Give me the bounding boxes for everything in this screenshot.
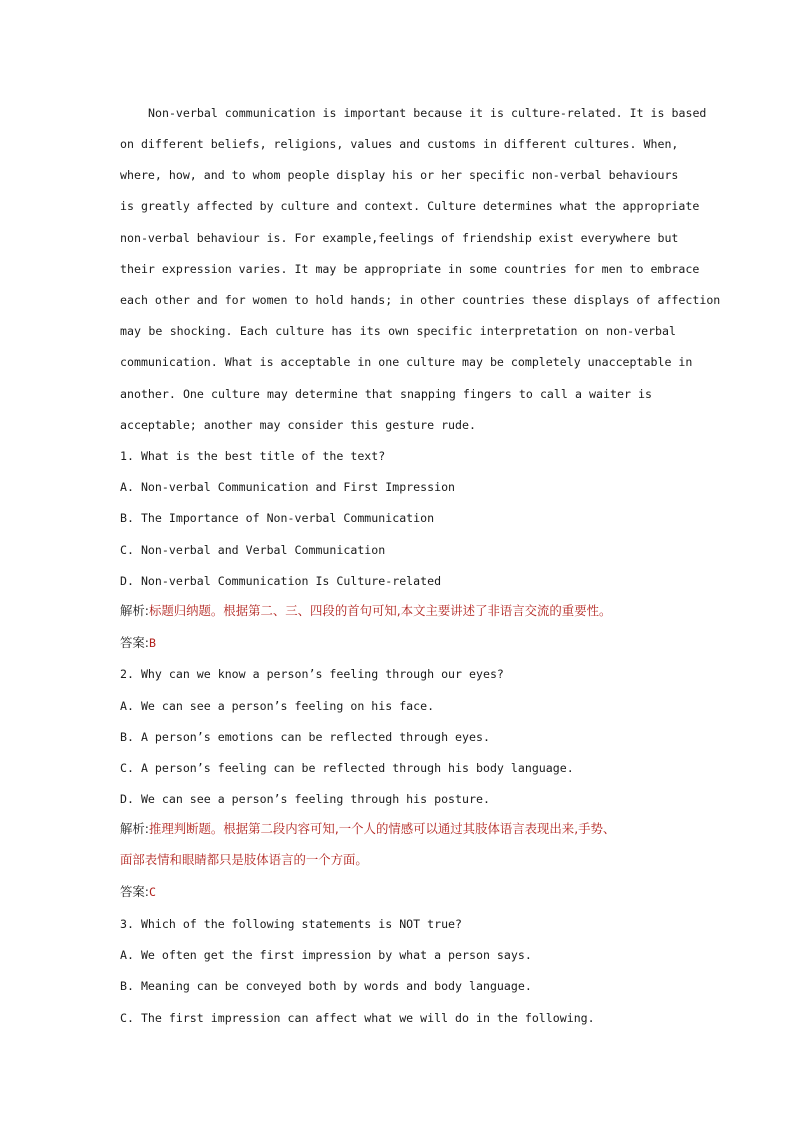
passage-line: Non-verbal communication is important because it is culture-related. It is based xyxy=(148,106,707,120)
option-c: C. A person’s feeling can be reflected through his body language. xyxy=(120,761,574,775)
option-b: B. Meaning can be conveyed both by words and body language. xyxy=(120,979,532,993)
option-b: B. The Importance of Non-verbal Communication xyxy=(120,511,435,525)
analysis-continued: 面部表情和眼睛都只是肢体语言的一个方面。 xyxy=(120,852,368,867)
passage-line: their expression varies. It may be appropriate in some countries for men to embrace xyxy=(120,262,700,276)
passage-line: acceptable; another may consider this gesture rude. xyxy=(120,418,476,432)
analysis-text: 标题归纳题。根据第二、三、四段的首句可知,本文主要讲述了非语言交流的重要性。 xyxy=(148,603,612,618)
analysis xyxy=(120,821,615,837)
option-a: A. Non-verbal Communication and First Impression xyxy=(120,480,456,494)
option-d: D. We can see a person’s feeling through his posture. xyxy=(120,792,490,806)
option-c: C. Non-verbal and Verbal Communication xyxy=(120,543,386,557)
answer-value: B xyxy=(148,636,156,650)
question-text: 2. Why can we know a person’s feeling through our eyes? xyxy=(120,667,504,681)
answer xyxy=(120,884,156,900)
answer-value: C xyxy=(148,885,156,899)
passage-line: non-verbal behaviour is. For example,feelings of friendship exist everywhere but xyxy=(120,231,679,245)
analysis-label: 解析: xyxy=(120,603,149,618)
passage-line: each other and for women to hold hands; in other countries these displays of affection xyxy=(120,293,721,307)
passage-line: may be shocking. Each culture has its own specific interpretation on non-verbal xyxy=(120,324,676,338)
analysis-text: 推理判断题。根据第二段内容可知,一个人的情感可以通过其肢体语言表现出来,手势、 xyxy=(148,821,616,836)
answer xyxy=(120,635,156,651)
analysis xyxy=(120,603,611,619)
passage-line: another. One culture may determine that snapping fingers to call a waiter is xyxy=(120,387,652,401)
answer-label: 答案: xyxy=(120,884,149,899)
option-b: B. A person’s emotions can be reflected through eyes. xyxy=(120,730,490,744)
question-text: 3. Which of the following statements is NOT true? xyxy=(120,917,463,931)
question-text: 1. What is the best title of the text? xyxy=(120,449,386,463)
option-c: C. The first impression can affect what we will do in the following. xyxy=(120,1011,595,1025)
option-a: A. We often get the first impression by what a person says. xyxy=(120,948,532,962)
option-d: D. Non-verbal Communication Is Culture-related xyxy=(120,574,442,588)
passage-line: on different beliefs, religions, values and customs in different cultures. When, xyxy=(120,137,679,151)
answer-label: 答案: xyxy=(120,635,149,650)
passage-line: where, how, and to whom people display his or her specific non-verbal behaviours xyxy=(120,168,679,182)
passage-line: communication. What is acceptable in one culture may be completely unacceptable in xyxy=(120,355,693,369)
analysis-label: 解析: xyxy=(120,821,149,836)
option-a: A. We can see a person’s feeling on his face. xyxy=(120,699,435,713)
passage-line: is greatly affected by culture and context. Culture determines what the appropriate xyxy=(120,199,700,213)
